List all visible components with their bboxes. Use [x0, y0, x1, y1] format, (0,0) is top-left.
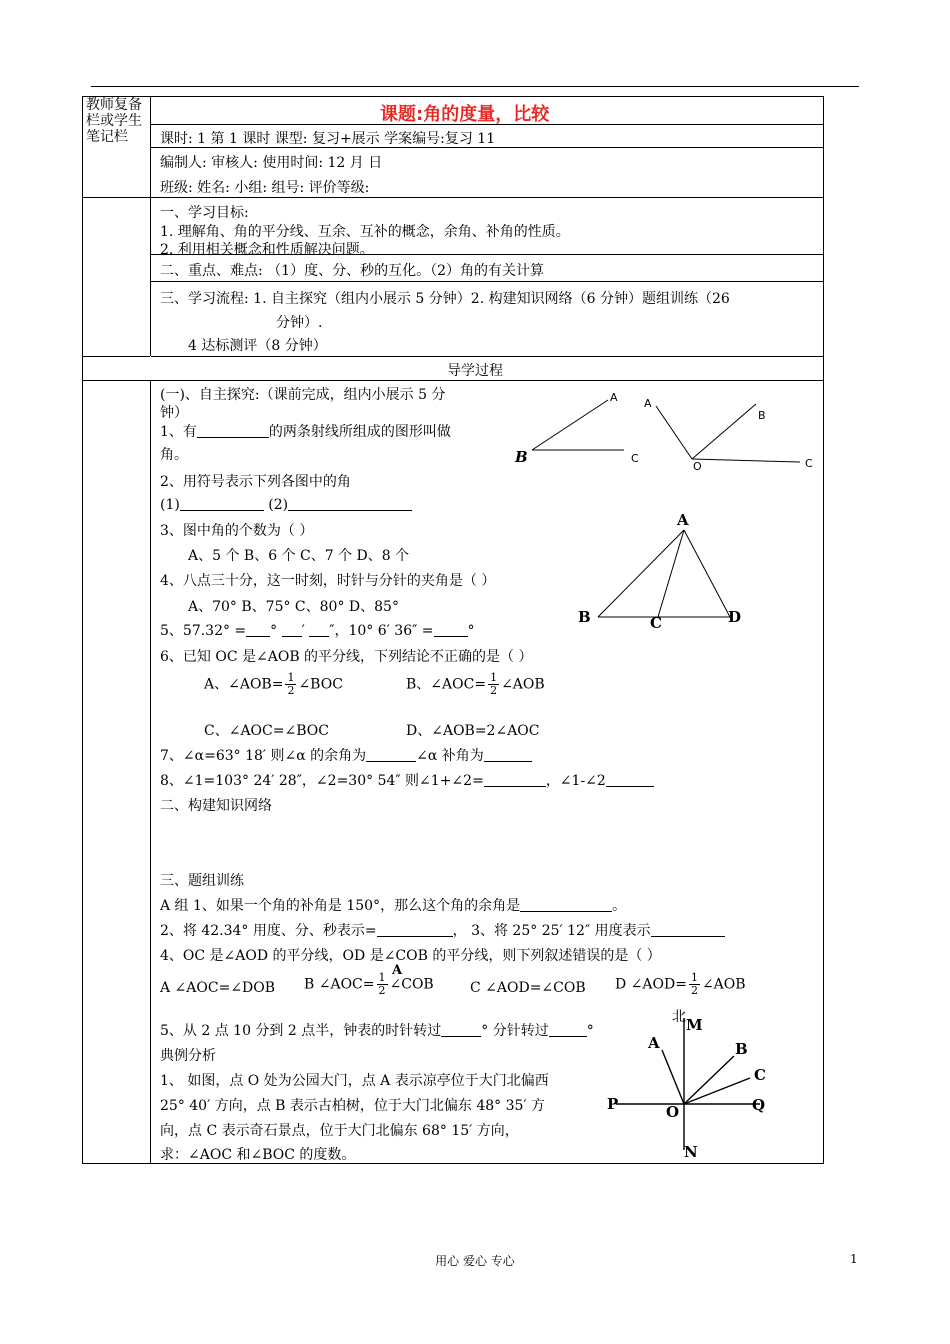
learning-flow-cont: 分钟）. [276, 315, 323, 331]
example-heading: 典例分析 [160, 1048, 216, 1064]
a4: 4、OC 是∠AOD 的平分线，OD 是∠COB 的平分线，则下列叙述错误的是（ ） [160, 948, 661, 964]
left-column-divider [150, 96, 151, 1164]
page-number: 1 [850, 1252, 858, 1266]
row-divider [82, 356, 824, 357]
learning-flow: 三、学习流程: 1. 自主探究（组内小展示 5 分钟）2. 构建知识网络（6 分钟）题组训练（26 [160, 291, 730, 307]
q5-blank-deg[interactable] [246, 622, 270, 637]
section-header: 导学过程 [447, 363, 503, 379]
fraction-half: $\frac{1}{2}$ [490, 671, 498, 697]
q1-text-a: 1、有 [160, 424, 197, 440]
angle-figure-2 [640, 380, 810, 470]
section-exercises: 三、题组训练 [160, 873, 244, 889]
q4: 4、八点三十分，这一时刻，时针与分针的夹角是（ ） [160, 573, 496, 589]
q5-blank-min[interactable] [282, 622, 302, 637]
q2-blank-2[interactable] [288, 496, 412, 511]
fraction-half: $\frac{1}{2}$ [378, 971, 386, 997]
section-knowledge-network: 二、构建知识网络 [160, 798, 272, 814]
q6a-text-2: ∠BOC [298, 676, 343, 693]
a2-blank[interactable] [377, 922, 453, 937]
q8-blank-2[interactable] [606, 772, 654, 787]
a5 [160, 1020, 594, 1040]
q5-blank-sec[interactable] [309, 622, 329, 637]
q3-options: A、5 个 B、6 个 C、7 个 D、8 个 [188, 548, 410, 564]
intro-line-1: (一)、自主探究:（课前完成，组内小展示 5 分 [160, 387, 446, 403]
page-title: 课题:角的度量，比较 [380, 104, 550, 125]
compass-label-b: B [735, 1040, 748, 1058]
a4-option-c: C ∠AOD=∠COB [470, 980, 586, 996]
q2-answers [160, 496, 412, 513]
q5-text-a: 5、57.32° = [160, 623, 247, 639]
tri-label-a: A [677, 511, 689, 529]
compass-label-m: M [686, 1016, 703, 1034]
stray-label-a: A [392, 963, 403, 978]
a5-blank-1[interactable] [441, 1022, 481, 1037]
fig2-label-c: C [805, 457, 813, 470]
a2 [160, 920, 725, 940]
a5-text-b: ° 分针转过 [481, 1023, 549, 1039]
q6: 6、已知 OC 是∠AOB 的平分线，下列结论不正确的是（ ） [160, 649, 533, 665]
q6-option-a [204, 672, 343, 697]
q1-text-b: 的两条射线所组成的图形叫做 [268, 424, 451, 440]
q1-blank[interactable] [197, 423, 269, 438]
a4-option-d [615, 972, 746, 997]
q2: 2、用符号表示下列各图中的角 [160, 474, 351, 490]
row-divider [150, 281, 824, 282]
triangle-figure [590, 520, 750, 630]
q7-blank-2[interactable] [484, 747, 532, 762]
page-footer: 用心 爱心 专心 [435, 1254, 515, 1268]
a4-option-b [304, 972, 434, 997]
meta-row-author: 编制人: 审核人: 使用时间: 12 月 日 [160, 155, 383, 171]
goal-1: 1. 理解角、角的平分线、互余、互补的概念，余角、补角的性质。 [160, 224, 570, 240]
fig2-label-a: A [644, 397, 652, 410]
q1-cont: 角。 [160, 447, 188, 463]
q5-text-d: ″，10° 6′ 36″ = [329, 623, 434, 639]
q2-label-2: (2) [268, 497, 289, 513]
tri-label-d: D [728, 608, 742, 626]
q7-text-a: 7、∠α=63° 18′ 则∠α 的余角为 [160, 748, 367, 764]
fig2-label-b: B [758, 409, 766, 422]
q2-blank-1[interactable] [180, 496, 264, 511]
q3: 3、图中角的个数为（ ） [160, 523, 314, 539]
a3-text: ， 3、将 25° 25′ 12″ 用度表示 [452, 923, 651, 939]
a1-blank[interactable] [520, 897, 612, 912]
row-divider [82, 197, 824, 198]
a4-option-a: A ∠AOC=∠DOB [160, 980, 276, 996]
compass-label-a: A [648, 1034, 660, 1052]
key-points: 二、重点、难点: （1）度、分、秒的互化。（2）角的有关计算 [160, 263, 544, 279]
q5-text-c: ′ [301, 623, 310, 639]
q5 [160, 620, 475, 640]
left-column-header: 教师复备栏或学生笔记栏 [86, 97, 142, 145]
compass-label-q: Q [752, 1096, 766, 1114]
a4b-text: B ∠AOC= [304, 976, 375, 993]
q6b-text-2: ∠AOB [501, 676, 545, 693]
example-line-2: 25° 40′ 方向，点 B 表示古柏树，位于大门北偏东 48° 35′ 方 [160, 1098, 546, 1114]
q7-blank-1[interactable] [366, 747, 416, 762]
q6-option-d: D、∠AOB=2∠AOC [406, 723, 540, 739]
q8-blank-1[interactable] [484, 772, 546, 787]
q8 [160, 770, 654, 790]
a1-text: A 组 1、如果一个角的补角是 150°，那么这个角的余角是 [160, 898, 521, 914]
fig1-label-c: C [631, 452, 639, 465]
example-line-3: 向，点 C 表示奇石景点，位于大门北偏东 68° 15′ 方向， [160, 1123, 519, 1139]
a1-end: 。 [612, 898, 627, 914]
a4d-text: D ∠AOD= [615, 976, 687, 993]
fig1-label-a: A [610, 391, 618, 404]
q4-options: A、70° B、75° C、80° D、85° [188, 599, 399, 615]
goals-heading: 一、学习目标: [160, 205, 249, 221]
q6-option-b [406, 672, 545, 697]
compass-label-c: C [754, 1066, 766, 1084]
a5-text-a: 5、从 2 点 10 分到 2 点半，钟表的时针转过 [160, 1023, 442, 1039]
q7-text-b: ∠α 补角为 [416, 748, 484, 764]
q8-text-b: ，∠1-∠2 [545, 773, 606, 789]
compass-label-p: P [607, 1095, 619, 1113]
a5-blank-2[interactable] [549, 1022, 587, 1037]
learning-flow-step4: 4 达标测评（8 分钟） [188, 338, 327, 354]
q5-text-e: ° [467, 623, 475, 639]
fig2-label-o: O [693, 460, 702, 473]
fig1-label-b: B [515, 448, 528, 466]
compass-label-o: O [666, 1103, 680, 1121]
a3-blank[interactable] [651, 922, 725, 937]
fraction-half: $\frac{1}{2}$ [287, 671, 295, 697]
q7 [160, 745, 532, 765]
fraction-half: $\frac{1}{2}$ [690, 971, 698, 997]
tri-label-c: C [650, 614, 662, 632]
q5-blank-conv[interactable] [434, 622, 468, 637]
compass-label-north: 北 [672, 1009, 686, 1025]
a1 [160, 895, 626, 915]
a5-text-c: ° [586, 1023, 594, 1039]
goal-2: 2. 利用相关概念和性质解决问题。 [160, 242, 374, 258]
meta-row-class: 班级: 姓名: 小组: 组号: 评价等级: [160, 180, 370, 196]
q6-option-c: C、∠AOC=∠BOC [204, 723, 329, 739]
tri-label-b: B [578, 608, 591, 626]
top-rule [91, 86, 859, 87]
q2-label-1: (1) [160, 497, 180, 513]
a2-text: 2、将 42.34° 用度、分、秒表示= [160, 923, 377, 939]
intro-line-2: 钟） [160, 405, 188, 421]
q6a-text: A、∠AOB= [204, 676, 284, 693]
q8-text-a: 8、∠1=103° 24′ 28″，∠2=30° 54″ 则∠1+∠2= [160, 773, 484, 789]
compass-label-n: N [684, 1143, 698, 1161]
example-line-1: 1、 如图，点 O 处为公园大门，点 A 表示凉亭位于大门北偏西 [160, 1073, 549, 1089]
a4b-text-2: ∠COB [389, 976, 434, 993]
q1 [160, 421, 451, 441]
example-line-4: 求：∠AOC 和∠BOC 的度数。 [160, 1147, 356, 1163]
q6b-text: B、∠AOC= [406, 676, 487, 693]
q5-text-b: ° [270, 623, 282, 639]
meta-row-lesson: 课时: 1 第 1 课时 课型: 复习+展示 学案编号:复习 11 [160, 131, 496, 147]
a4d-text-2: ∠AOB [701, 976, 746, 993]
